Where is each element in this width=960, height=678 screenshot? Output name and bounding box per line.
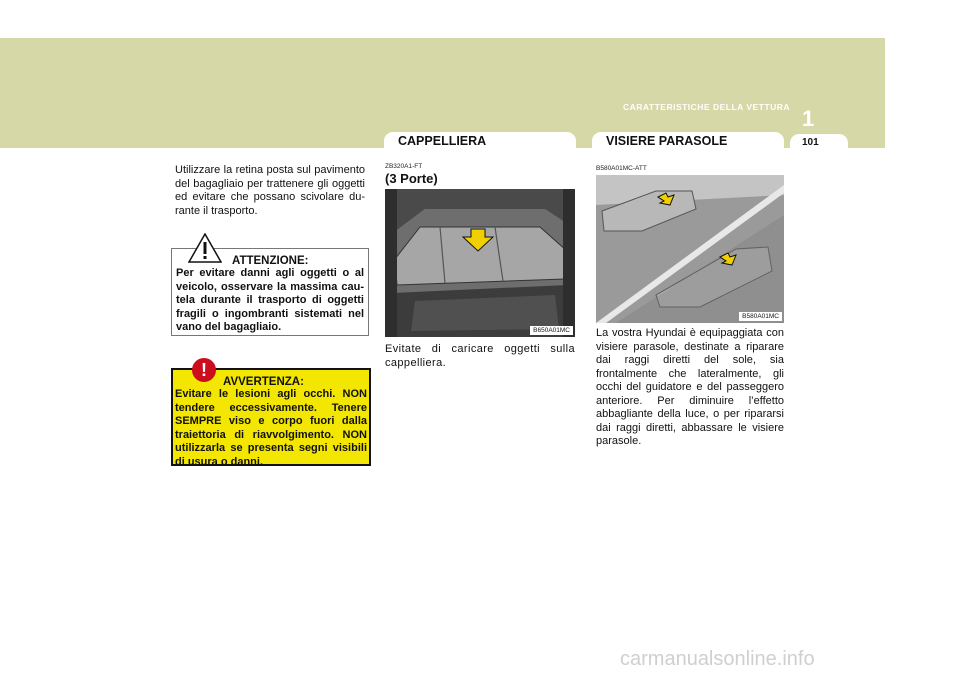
chapter-title: CARATTERISTICHE DELLA VETTURA [622, 102, 790, 112]
visor-image-label: B580A01MC [739, 312, 782, 321]
page-number: 101 [790, 134, 848, 150]
attention-box [171, 248, 369, 336]
section-tab-cappelliera: CAPPELLIERA [384, 132, 576, 150]
attention-title: ATTENZIONE: [232, 255, 309, 267]
visor-paragraph: La vostra Hyundai è equipaggiata con visiere parasole, destinate a riparare dai raggi diretti del sole, sia frontalmente che lateralmente, gli occhi del guidatore e del passeggero anteriore. Per diminuire l’effetto abbagliante della luce, o per ripararsi dai raggi diretti, abbassare le visiere parasole. [596, 327, 784, 447]
cargo-cover-photo [385, 189, 575, 337]
visor-section-code: B580A01MC-ATT [596, 165, 647, 172]
exclamation-icon: ! [192, 358, 216, 382]
watermark: carmanualsonline.info [620, 648, 815, 670]
cargo-subheading: (3 Porte) [385, 171, 438, 186]
cargo-section-code: ZB320A1-FT [385, 163, 423, 170]
warning-title: AVVERTENZA: [223, 376, 304, 388]
intro-paragraph: Utilizzare la retina posta sul pavimento del bagagliaio per trattenere gli oggetti ed evitare che possano scivolare du-rante il trasporto. [175, 164, 365, 217]
cargo-image-label: B650A01MC [530, 326, 573, 335]
attention-body: Per evitare danni agli oggetti o al veicolo, osservare la massima cau-tela durante il trasporto di oggetti fragili o ingombranti sistemati nel vano del bagagliaio. [176, 267, 364, 333]
warning-body: Evitare le lesioni agli occhi. NON tendere eccessivamente. Tenere SEMPRE viso e corpo fuori dalla traiettoria di riavvolgimento. NON utilizzarla se presenta segni visibili di usura o danni. [175, 388, 367, 468]
warning-box [171, 360, 371, 468]
warning-triangle-icon [188, 233, 222, 263]
cargo-paragraph: Evitate di caricare oggetti sulla cappelliera. [385, 343, 575, 369]
section-tab-visiere: VISIERE PARASOLE [592, 132, 784, 150]
chapter-number: 1 [802, 106, 815, 131]
sun-visor-photo [596, 175, 784, 323]
